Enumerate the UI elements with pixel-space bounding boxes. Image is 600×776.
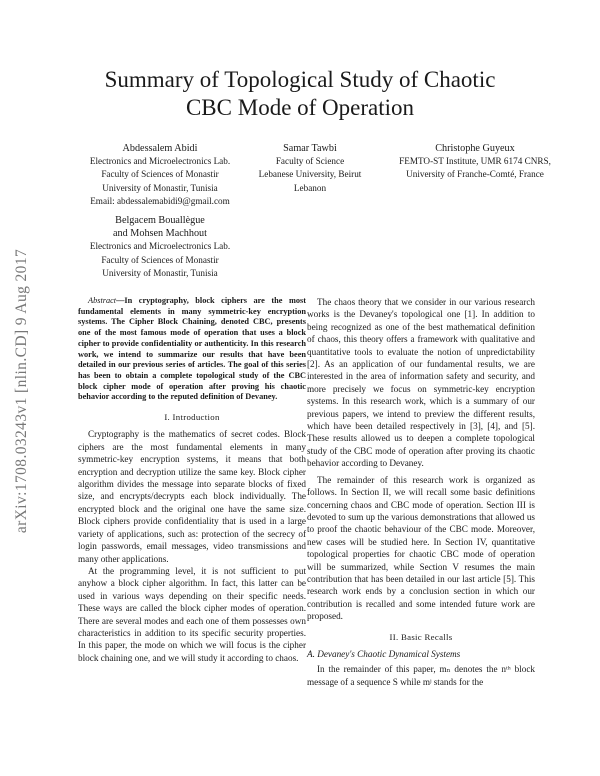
subsection-heading-devaney: A. Devaney's Chaotic Dynamical Systems [307,648,461,659]
title-line-1: Summary of Topological Study of Chaotic [104,67,496,92]
abstract-text: —In cryptography, block ciphers are the most fundamental elements in many symmetric-key encryption systems. The Cipher Block Chaining, denoted CBC, presents one of the most famous mode of operation that uses a block cipher to provide confidentiality or authenticity. In this research work, we intend to summarize our results that have been detailed in our previous series of articles. The goal of this series has been to obtain a complete topological study of the CBC block cipher mode of operation after proving his chaotic behavior according to the reputed definition of Devaney. [78,296,306,402]
abstract-label: Abstract [88,296,117,305]
left-column [78,296,306,664]
author-block-1 [60,142,260,208]
author-name: Abdessalem Abidi [122,143,198,154]
author-affiliation: Faculty of Sciences of Monastir [101,169,219,180]
author-affiliation: Lebanese University, Beirut [258,169,362,180]
author-affiliation: University of Monastir, Tunisia [102,267,218,278]
author-name: Samar Tawbi [283,143,337,154]
author-block-4 [60,214,260,280]
author-name: Christophe Guyeux [435,143,515,154]
author-affiliation: Faculty of Sciences of Monastir [101,254,219,265]
right-paragraph-2: The remainder of this research work is organized as follows. In Section II, we will recall some basic definitions concerning chaos and CBC mode of operation. Section III is devoted to sum up the various demonstrations that allowed us to proof the chaotic behaviour of the CBC mode. Moreover, new cases will be studied here. In Section IV, quantitative topological properties for chaotic CBC mode of operation will be summarized, while Section V resumes the main contribution that has been detailed in our last article [5]. This research work ends by a conclusion section in which our contribution is recalled and some intended future work are proposed. [307,474,535,622]
right-column [307,296,535,688]
author-affiliation: FEMTO-ST Institute, UMR 6174 CNRS, [399,156,551,167]
intro-paragraph-1: Cryptography is the mathematics of secret codes. Block ciphers are the most fundamental elements in many symmetric-key encryption systems, it means that both encryption and decryption utilize the same key. Block cipher algorithm divides the message into separate blocks of fixed size, and encrypts/decrypts each block individually. The encrypted block and the original one have the same size. Block ciphers provide confidentiality that is used in a large variety of applications, such as: protection of the secrecy of login passwords, email messages, video transmissions and many other applications. [78,429,306,564]
author-affiliation: University of Monastir, Tunisia [102,182,218,193]
author-block-3 [380,142,570,182]
author-affiliation: Electronics and Microelectronics Lab. [89,241,231,252]
author-name-continued: and Mohsen Machhout [113,228,207,240]
author-affiliation: Electronics and Microelectronics Lab. [89,156,231,167]
abstract [78,296,306,403]
arxiv-identifier: arXiv:1708.03243v1 [nlin.CD] 9 Aug 2017 [13,248,30,534]
section-heading-introduction: I. Introduction [164,412,220,423]
author-block-2 [240,142,380,195]
author-affiliation: University of Franche-Comté, France [406,169,544,180]
right-paragraph-3: In the remainder of this paper, mₙ denotes the nᵗʰ block message of a sequence S while mʲ stands for the [307,664,535,687]
author-name: Belgacem Bouallègue [115,215,205,226]
intro-paragraph-2: At the programming level, it is not sufficient to put anyhow a block cipher algorithm. In fact, this latter can be used in various ways depending on their specific needs. These ways are called the block cipher modes of operation. There are several modes and each one of them possesses own characteristics in addition to its specific security properties. In this paper, the mode on which we will focus is the cipher block chaining one, and we will study it according to chaos. [78,565,306,663]
author-email: Email: abdessalemabidi9@gmail.com [90,195,230,206]
right-paragraph-1: The chaos theory that we consider in our various research works is the Devaney's topological one [1]. In addition to being recognized as one of the best mathematical definition of chaos, this theory offers a framework with qualitative and quantitative tools to evaluate the notion of unpredictability [2]. As an application of our fundamental results, we are interested in the area of information safety and security, and more precisely we focus on symmetric-key encryption systems. In this research work, which is a summary of our previous papers, we intend to preview the different results, which have been detailed respectively in [3], [4], and [5]. These results allowed us to deepen a complete topological study of the CBC mode of operation after proving its chaotic behavior according to Devaney. [307,297,535,469]
title-line-2: CBC Mode of Operation [185,95,415,120]
section-heading-basic-recalls: II. Basic Recalls [389,631,453,642]
paper-title [60,66,540,122]
author-affiliation: Lebanon [293,182,327,193]
author-affiliation: Faculty of Science [275,156,345,167]
